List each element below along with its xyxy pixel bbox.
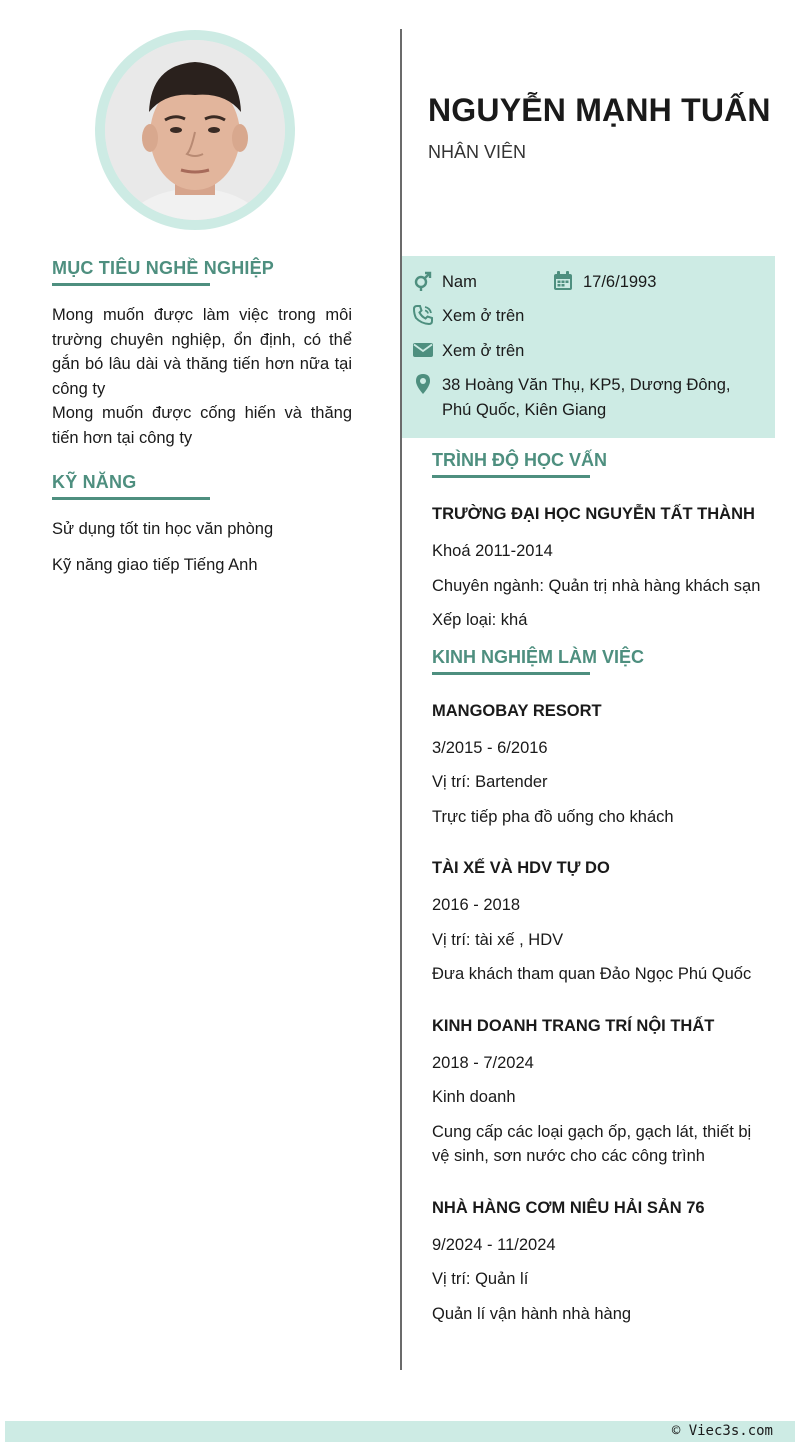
- footer-bar: [5, 1421, 795, 1442]
- job-period: 2016 - 2018: [432, 896, 521, 914]
- avatar-frame: [95, 30, 295, 230]
- job-company: KINH DOANH TRANG TRÍ NỘI THẤT: [432, 1016, 715, 1035]
- job-period: 2018 - 7/2024: [432, 1053, 534, 1072]
- job-description: Trực tiếp pha đồ uống cho khách: [432, 807, 674, 826]
- watermark-text: © Viec3s.com: [671, 1423, 773, 1439]
- skills-title: KỸ NĂNG: [52, 472, 352, 497]
- objective-text: [52, 303, 352, 450]
- phone-value: Xem ở trên: [442, 307, 525, 325]
- email-icon: [413, 340, 433, 360]
- location-pin-icon: [413, 374, 433, 394]
- job-description: Cung cấp các loại gạch ốp, gạch lát, thiết bị vệ sinh, sơn nước cho các công trình: [432, 1122, 752, 1165]
- left-column: [52, 258, 352, 575]
- birthday-value: 17/6/1993: [583, 273, 657, 291]
- address-value: [442, 373, 731, 423]
- column-divider: [400, 29, 402, 1370]
- avatar: [105, 40, 285, 220]
- education-title: TRÌNH ĐỘ HỌC VẤN: [432, 450, 762, 475]
- skill-item: Sử dụng tốt tin học văn phòng: [52, 520, 274, 538]
- job-description: Quản lí vận hành nhà hàng: [432, 1304, 632, 1323]
- phone-icon: [413, 305, 433, 325]
- job-company: MANGOBAY RESORT: [432, 701, 602, 720]
- skill-item: Kỹ năng giao tiếp Tiếng Anh: [52, 556, 258, 574]
- job-period: 9/2024 - 11/2024: [432, 1235, 556, 1254]
- education-school: TRƯỜNG ĐẠI HỌC NGUYỄN TẤT THÀNH: [432, 505, 755, 523]
- job-title: NHÂN VIÊN: [428, 142, 527, 162]
- experience-title: KINH NGHIỆM LÀM VIỆC: [432, 647, 762, 672]
- objective-title: MỤC TIÊU NGHỀ NGHIỆP: [52, 258, 352, 283]
- job-position: Kinh doanh: [432, 1088, 516, 1106]
- address-line-2: Phú Quốc, Kiên Giang: [442, 401, 607, 419]
- objective-paragraph-2: Mong muốn được cống hiến và thăng tiến hơn tại công ty: [52, 404, 352, 447]
- email-value: Xem ở trên: [442, 342, 525, 360]
- job-company: TÀI XẾ VÀ HDV TỰ DO: [432, 859, 610, 877]
- job-period: 3/2015 - 6/2016: [432, 738, 548, 757]
- gender-value: Nam: [442, 273, 477, 291]
- job-position: Vị trí: Bartender: [432, 773, 548, 791]
- job-description: Đưa khách tham quan Đảo Ngọc Phú Quốc: [432, 965, 752, 983]
- education-grade: Xếp loại: khá: [432, 611, 528, 629]
- contact-panel: [402, 256, 775, 438]
- objective-paragraph-1: Mong muốn được làm việc trong môi trường chuyên nghiệp, ổn định, có thể gắn bó lâu dài và thăng tiến hơn nữa tại công ty: [52, 306, 352, 398]
- education-major: Chuyên ngành: Quản trị nhà hàng khách sạn: [432, 576, 761, 595]
- gender-icon: [413, 271, 433, 291]
- job-position: Vị trí: tài xế , HDV: [432, 930, 564, 949]
- right-column: [432, 450, 762, 1326]
- portrait-photo: [105, 40, 285, 220]
- calendar-icon: [553, 271, 573, 291]
- job-company: NHÀ HÀNG CƠM NIÊU HẢI SẢN 76: [432, 1198, 705, 1217]
- education-period: Khoá 2011-2014: [432, 542, 553, 560]
- address-line-1: 38 Hoàng Văn Thụ, KP5, Dương Đông,: [442, 376, 731, 394]
- candidate-name: NGUYỄN MẠNH TUẤN: [428, 92, 771, 128]
- job-position: Vị trí: Quản lí: [432, 1270, 529, 1288]
